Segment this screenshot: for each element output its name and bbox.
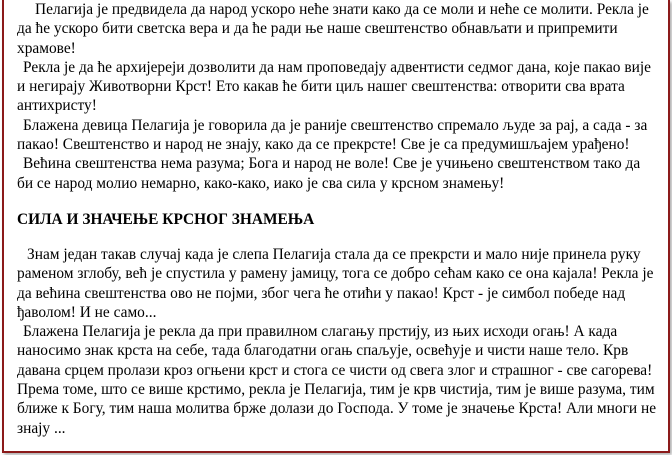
paragraph-blind-pelagia: Знам један такав случај када је слепа Пелагија стала да се прекрсти и мало није принела руку раменом зглобу, већ је спустила у рамену јамицу, тога се добро сећам како се она кајала! Рекла је да већина свештенства ово не појми, због чега ће отићи у пакао! Крст - је симбол победе над ђаволом! И не само... <box>17 245 654 321</box>
paragraph-archpriests: Рекла је да ће архијереји дозволити да нам проповедају адвентисти седмог дана, које пакао вије и негирају Животворни Крст! Ето какав ће бити циљ нашег свештенства: отворити сва врата антихристу! <box>17 58 651 115</box>
paragraph-clergy-paradise: Блажена девица Пелагија је говорила да је раније свештенство спремало људе за рај, а сада - за пакао! Свештенство и народ не знају, како да се прекрсте! Све је са предумишљајем урађено! <box>17 116 648 154</box>
paragraph-clergy-reason: Већина свештенства нема разума; Бога и народ не воле! Све је учињено свештенством тако да би се народ молио немарно, како-како, иако је сва сила у крсном знамењу! <box>17 155 641 192</box>
section-heading: СИЛА И ЗНАЧЕЊЕ КРСНОГ ЗНАМЕЊА <box>17 210 315 228</box>
paragraph-fingers-fire: Блажена Пелагија је рекла да при правилном слагању прстију, из њих исходи огањ! А када наносимо знак крста на себе, тада благодатни огањ спаљује, освећује и чисти наше тело. Крв давана срцем пролази кроз огњени крст и стога се чисти од свега злог и страшног - све сагорева! Према томе, што се више крстимо, рекла је Пелагија, тим је крв чистија, тим је више разума, тим ближе к Богу, тим наша молитва брже долази до Господа. У томе је значење Крста! Али многи не знају ... <box>17 323 657 437</box>
paragraph-prediction-faith: Пелагија је предвидела да народ ускоро неће знати како да се моли и неће се молити. Рекла је да ће ускоро бити светска вера и да ће ради ње наше свештенство обнављати и припремити храмове! <box>17 1 649 57</box>
document-frame <box>2 0 670 453</box>
document-text <box>17 0 657 438</box>
